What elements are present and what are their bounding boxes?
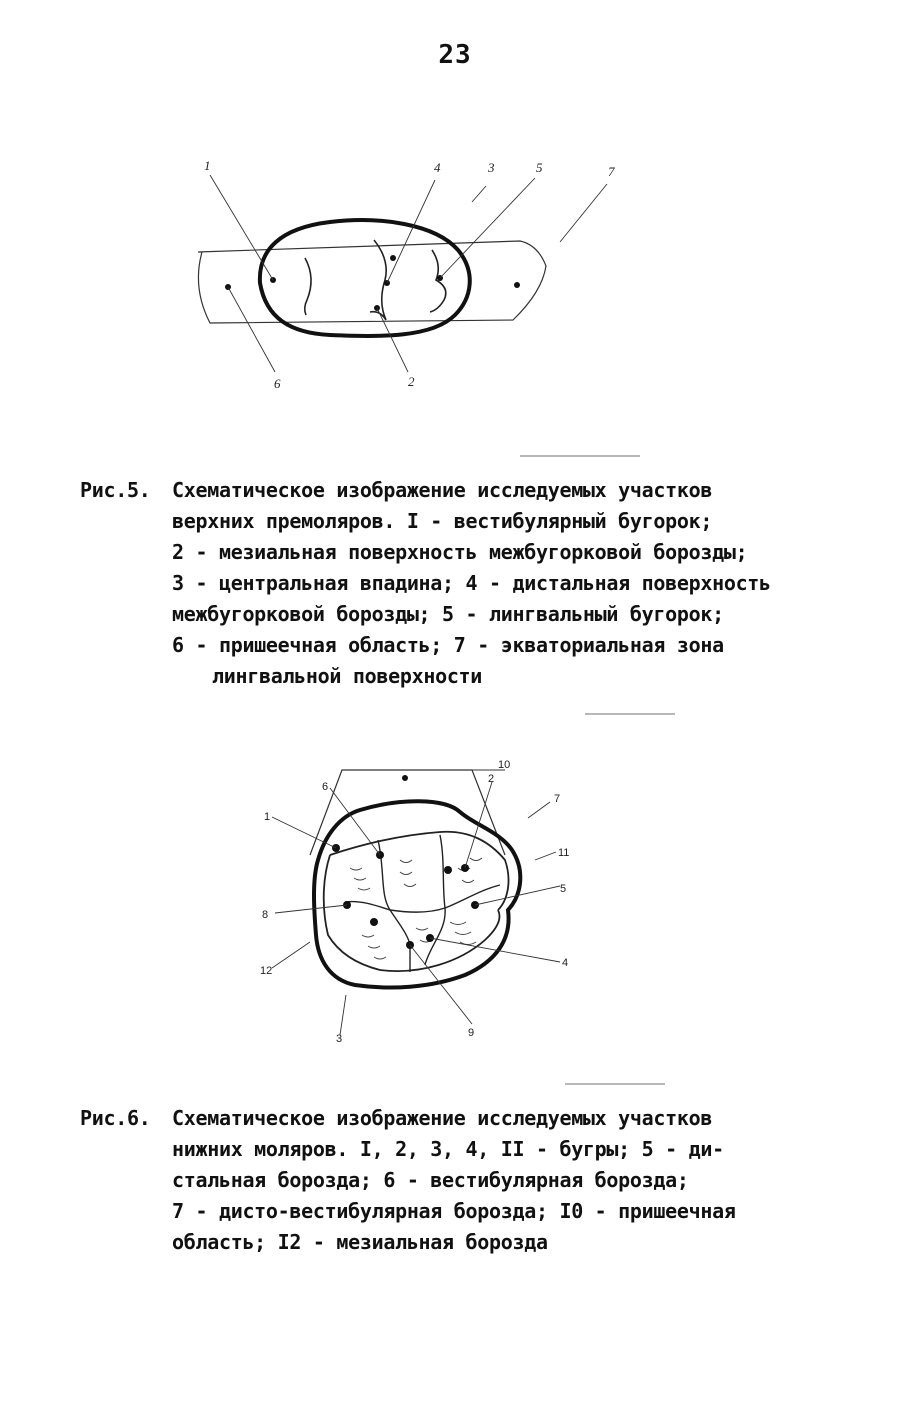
label-2: 2 <box>488 773 495 785</box>
point-7 <box>514 282 520 288</box>
caption-5-line: верхних премоляров. I - вестибулярный бугорок; <box>172 509 713 533</box>
leader-11 <box>535 852 556 860</box>
point-10 <box>402 775 408 781</box>
label-10: 10 <box>498 759 511 771</box>
figure-6-caption <box>80 1103 840 1258</box>
point-4 <box>390 255 396 261</box>
label-2: 2 <box>408 374 415 389</box>
caption-6-line: нижних моляров. I, 2, 3, 4, II - бугры; 5 - ди- <box>172 1137 724 1161</box>
caption-5-line: межбугорковой борозды; 5 - лингвальный бугорок; <box>172 602 724 626</box>
label-12: 12 <box>260 965 273 977</box>
caption-5-line: 2 - мезиальная поверхность межбугорковой борозды; <box>172 540 748 564</box>
leader-5 <box>440 178 535 278</box>
leader-3 <box>340 995 346 1035</box>
leader-12 <box>272 942 310 968</box>
caption-6-lead: Рис.6. <box>80 1106 151 1130</box>
distal-groove <box>425 835 445 965</box>
label-3: 3 <box>336 1033 343 1045</box>
inner-outline-top <box>330 832 509 910</box>
label-9: 9 <box>468 1027 475 1039</box>
leader-1 <box>210 175 273 280</box>
label-1: 1 <box>204 158 211 173</box>
leader-6 <box>228 287 275 372</box>
label-3: 3 <box>488 160 495 175</box>
root-outline <box>198 241 546 323</box>
caption-5-line: 3 - центральная впадина; 4 - дистальная поверхность <box>172 571 771 595</box>
caption-5-line: 6 - пришеечная область; 7 - экваториальная зона <box>172 633 724 657</box>
label-7: 7 <box>554 793 561 805</box>
scan-mark <box>585 713 675 715</box>
leader-7 <box>528 802 550 818</box>
label-4: 4 <box>434 160 441 175</box>
leader-4 <box>430 938 560 962</box>
point-3 <box>370 918 378 926</box>
leader-2 <box>377 308 408 372</box>
leader-1 <box>272 817 336 848</box>
label-6: 6 <box>322 781 329 793</box>
figure-5-caption <box>80 475 840 692</box>
cervical-outline <box>310 770 505 855</box>
lingual-cusp-ridge <box>430 250 446 312</box>
label-4: 4 <box>562 957 569 969</box>
leader-8 <box>275 905 347 913</box>
caption-5-line: Схематическое изображение исследуемых участков <box>172 478 713 502</box>
point-6b <box>444 866 452 874</box>
caption-5-line: лингвальной поверхности <box>212 664 483 688</box>
caption-6-line: стальная борозда; 6 - вестибулярная борозда; <box>172 1168 689 1192</box>
mesial-groove <box>378 840 410 972</box>
leader-7 <box>560 184 607 242</box>
caption-6-line: 7 - дисто-вестибулярная борозда; I0 - пришеечная <box>172 1199 736 1223</box>
inner-outline-left <box>324 855 380 970</box>
label-7: 7 <box>608 164 615 179</box>
leader-3 <box>472 186 486 202</box>
inner-outline-bottom <box>380 910 499 971</box>
figure-6-molar-diagram <box>250 750 590 1050</box>
caption-6-line: область; I2 - мезиальная борозда <box>172 1230 548 1254</box>
scan-mark <box>565 1083 665 1085</box>
caption-6-line: Схематическое изображение исследуемых участков <box>172 1106 713 1130</box>
label-11: 11 <box>558 847 570 859</box>
label-5: 5 <box>560 883 567 895</box>
figure-5-svg <box>180 150 620 400</box>
label-8: 8 <box>262 909 269 921</box>
figure-5-premolar-diagram <box>180 150 620 400</box>
label-6: 6 <box>274 376 281 391</box>
leader-2 <box>465 782 492 868</box>
scan-mark <box>520 455 640 457</box>
caption-5-lead: Рис.5. <box>80 478 151 502</box>
page-number: 23 <box>438 40 472 70</box>
vestibular-cusp-ridge <box>305 258 311 315</box>
label-5: 5 <box>536 160 543 175</box>
crown-outline <box>314 801 520 987</box>
label-1: 1 <box>264 811 271 823</box>
figure-6-svg <box>250 750 590 1050</box>
